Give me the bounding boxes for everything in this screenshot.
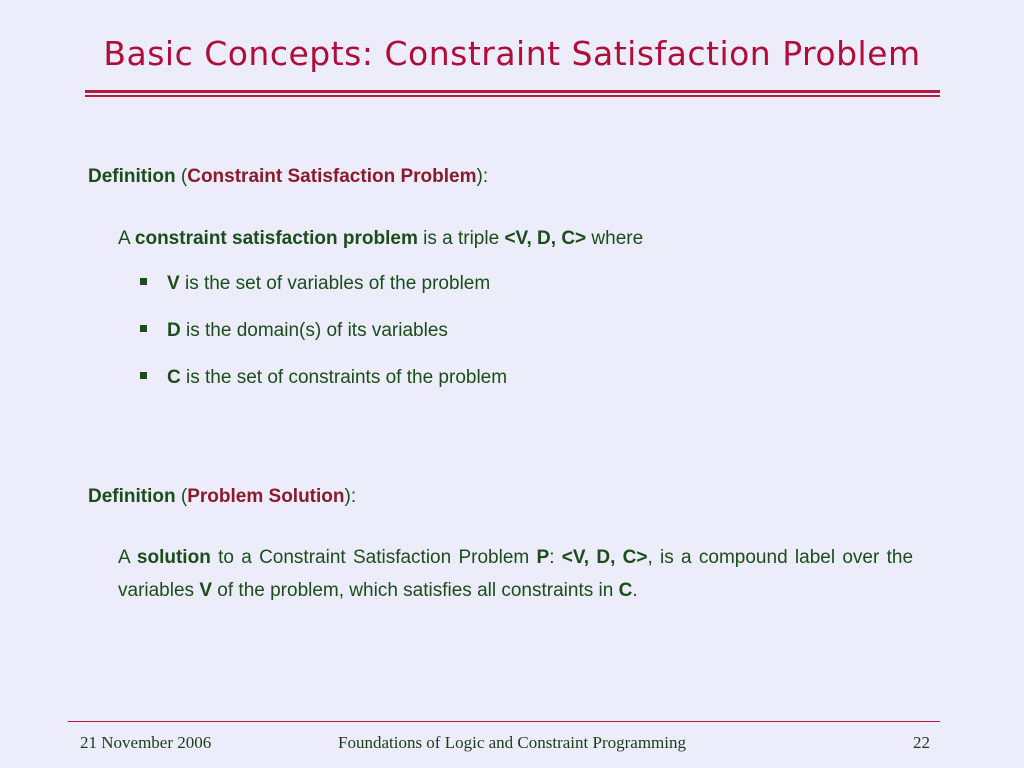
bold-term: C [618, 580, 633, 601]
slide-title: Basic Concepts: Constraint Satisfaction Problem [103, 34, 921, 73]
definition-label: Definition [88, 166, 176, 187]
bullet-key: C [167, 367, 181, 388]
bullet-item-d [140, 320, 448, 342]
bold-term: <V, D, C> [561, 547, 648, 568]
bold-term: solution [136, 547, 211, 568]
paren-open: ( [175, 166, 188, 187]
bullet-key: V [167, 273, 180, 294]
bold-term: <V, D, C> [504, 228, 587, 249]
title-divider-bottom [85, 95, 940, 97]
text-part: of the problem, which satisfies all constraints in [212, 580, 619, 601]
definition-label: Definition [88, 486, 176, 507]
bullet-square-icon [140, 325, 147, 332]
footer-page-number: 22 [913, 733, 930, 752]
bullet-square-icon [140, 372, 147, 379]
bold-term: V [199, 580, 213, 601]
bold-term: P [536, 547, 550, 568]
text-part: A [118, 547, 137, 568]
paren-open: ( [175, 486, 188, 507]
bullet-item-c [140, 367, 507, 389]
text-part: A [118, 228, 135, 249]
bullet-square-icon [140, 278, 147, 285]
text-part: : [549, 547, 562, 568]
text-part: to a Constraint Satisfaction Problem [210, 547, 537, 568]
paren-close: ): [476, 166, 489, 187]
text-part: is a triple [417, 228, 505, 249]
bullet-key: D [167, 320, 181, 341]
definition-name: Problem Solution [187, 486, 345, 507]
title-divider-top [85, 90, 940, 93]
definition-name: Constraint Satisfaction Problem [187, 166, 477, 187]
csp-definition-text [118, 222, 643, 255]
text-part: where [586, 228, 644, 249]
footer-course-title: Foundations of Logic and Constraint Programming [338, 733, 686, 752]
bullet-text: is the domain(s) of its variables [180, 320, 448, 341]
solution-definition-text [118, 541, 913, 607]
paren-close: ): [344, 486, 357, 507]
bullet-text: is the set of constraints of the problem [180, 367, 508, 388]
bullet-item-v [140, 273, 490, 295]
footer-date: 21 November 2006 [80, 733, 212, 752]
footer-divider [68, 721, 940, 722]
text-part: . [632, 580, 638, 601]
text-part: , is a compound label over the variables [118, 547, 914, 601]
bold-term: constraint satisfaction problem [134, 228, 418, 249]
definition-heading-solution [88, 486, 356, 508]
definition-heading-csp [88, 166, 488, 188]
bullet-text: is the set of variables of the problem [179, 273, 491, 294]
